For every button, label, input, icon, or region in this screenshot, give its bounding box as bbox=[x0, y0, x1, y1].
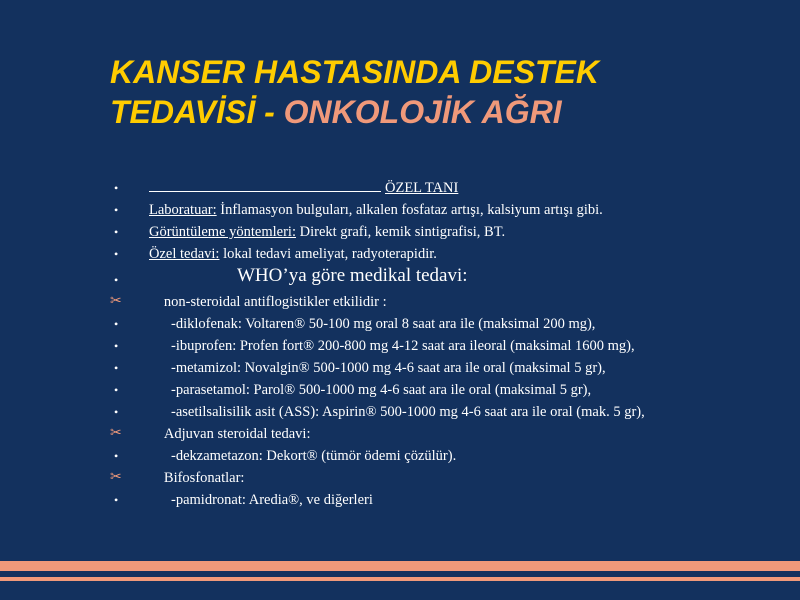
bullet-dot-icon: • bbox=[114, 203, 119, 217]
title-line-2 bbox=[0, 92, 800, 132]
ibuprofen-text: -ibuprofen: Profen fort® 200-800 mg 4-12 saat ara ileoral (maksimal 1600 mg), bbox=[171, 338, 635, 354]
bullet-dot-icon: • bbox=[114, 405, 119, 419]
parasetamol-text: -parasetamol: Parol® 500-1000 mg 4-6 saat ara ile oral (maksimal 5 gr), bbox=[171, 382, 592, 398]
bullet-dot-icon: • bbox=[114, 317, 119, 331]
slide-title bbox=[0, 52, 800, 132]
scissor-icon: ✂ bbox=[110, 426, 122, 441]
box-glyph-icon bbox=[149, 294, 160, 310]
scissor-icon: ✂ bbox=[110, 470, 122, 485]
pamidronat-text: -pamidronat: Aredia®, ve diğerleri bbox=[171, 492, 373, 508]
bullet-dot-icon: • bbox=[114, 361, 119, 375]
bifosfonat-text: Bifosfonatlar: bbox=[149, 470, 230, 486]
title-prefix: TEDAVİSİ - bbox=[110, 94, 284, 130]
ass-text: -asetilsalisilik asit (ASS): Aspirin® 500-1000 mg 4-6 saat ara ile oral (mak. 5 gr), bbox=[171, 404, 645, 420]
bullet-dot-icon: • bbox=[114, 273, 119, 287]
bullet-dot-icon: • bbox=[114, 493, 119, 507]
bullet-dot-icon: • bbox=[114, 449, 119, 463]
title-line-1: KANSER HASTASINDA DESTEK bbox=[110, 54, 599, 90]
nsaid-text: non-steroidal antiflogistikler etkilidir : bbox=[149, 294, 372, 310]
bullet-dot-icon: • bbox=[114, 383, 119, 397]
bullet-dot-icon: • bbox=[114, 339, 119, 353]
box-glyph-icon bbox=[149, 470, 160, 486]
underline-rule bbox=[149, 178, 381, 192]
diklofenak-text: -diklofenak: Voltaren® 50-100 mg oral 8 saat ara ile (maksimal 200 mg), bbox=[171, 316, 596, 332]
scissor-icon: ✂ bbox=[110, 294, 122, 309]
footer-bar bbox=[0, 561, 800, 571]
metamizol-text: -metamizol: Novalgin® 500-1000 mg 4-6 saat ara ile oral (maksimal 5 gr), bbox=[171, 360, 606, 376]
box-glyph-icon bbox=[149, 426, 160, 442]
bullet-dot-icon: • bbox=[114, 247, 119, 261]
special-label: Özel tedavi: bbox=[149, 246, 220, 262]
ozel-tani-heading: ÖZEL TANI bbox=[385, 180, 459, 196]
adjuvan-text: Adjuvan steroidal tedavi: bbox=[149, 426, 296, 442]
imaging-text: Direkt grafi, kemik sintigrafisi, BT. bbox=[295, 224, 506, 240]
dekzametazon-text: -dekzametazon: Dekort® (tümör ödemi çözülür). bbox=[171, 448, 457, 464]
special-text: lokal tedavi ameliyat, radyoterapidir. bbox=[219, 246, 437, 262]
bullet-dot-icon: • bbox=[114, 181, 119, 195]
who-heading: WHO’ya göre medikal tedavi: bbox=[237, 265, 468, 286]
imaging-label: Görüntüleme yöntemleri: bbox=[149, 224, 296, 240]
footer-bar-thin bbox=[0, 577, 800, 581]
lab-label: Laboratuar: bbox=[149, 202, 217, 218]
lab-text: İnflamasyon bulguları, alkalen fosfataz artışı, kalsiyum artışı gibi. bbox=[216, 202, 603, 218]
title-accent: ONKOLOJİK AĞRI bbox=[283, 94, 562, 130]
bullet-dot-icon: • bbox=[114, 225, 119, 239]
